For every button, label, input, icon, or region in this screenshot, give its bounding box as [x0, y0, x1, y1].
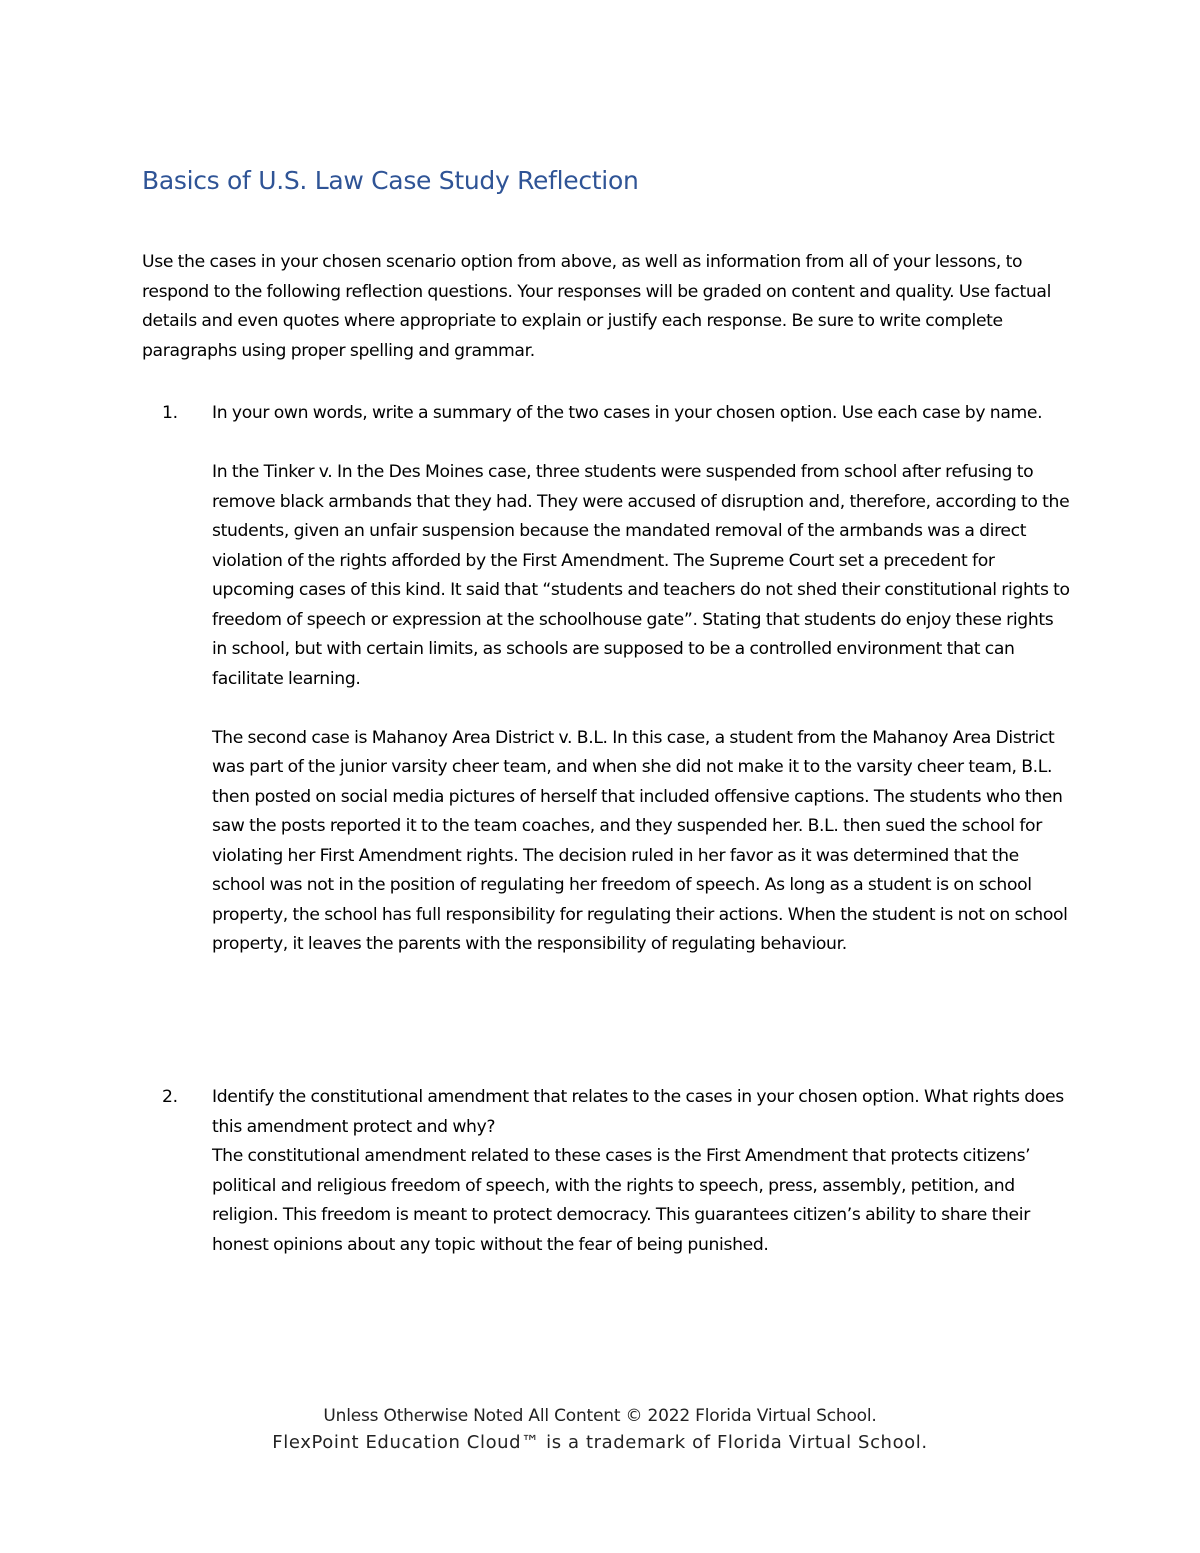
document-title: Basics of U.S. Law Case Study Reflection: [142, 166, 639, 195]
question-body: [212, 399, 1072, 960]
question-item-1: [142, 399, 1072, 960]
question-body: [212, 1083, 1072, 1260]
question-item-2: [142, 1083, 1072, 1260]
answer-paragraph: The second case is Mahanoy Area District v. B.L. In this case, a student from the Mahanoy Area District was part of the junior varsity cheer team, and when she did not make it to the varsity cheer team, B.L. then posted on social media pictures of herself that included offensive captions. The students who then saw the posts reported it to the team coaches, and they suspended her. B.L. then sued the school for violating her First Amendment rights. The decision ruled in her favor as it was determined that the school was not in the position of regulating her freedom of speech. As long as a student is on school property, the school has full responsibility for regulating their actions. When the student is not on school property, it leaves the parents with the responsibility of regulating behaviour.: [212, 727, 1068, 954]
intro-paragraph: Use the cases in your chosen scenario option from above, as well as information from all of your lessons, to respond to the following reflection questions. Your responses will be graded on content and quality. Use factual details and even quotes where appropriate to explain or justify each response. Be sure to write complete paragraphs using proper spelling and grammar.: [142, 252, 1052, 361]
question-prompt: Identify the constitutional amendment that relates to the cases in your chosen option. What rights does this amendment protect and why?: [212, 1087, 1064, 1137]
question-number: 2.: [162, 1087, 178, 1107]
footer-copyright: Unless Otherwise Noted All Content © 2022 Florida Virtual School.: [323, 1406, 877, 1426]
answer-paragraph: In the Tinker v. In the Des Moines case, three students were suspended from school after refusing to remove black armbands that they had. They were accused of disruption and, therefore, according to the students, given an unfair suspension because the mandated removal of the armbands was a direct violation of the rights afforded by the First Amendment. The Supreme Court set a precedent for upcoming cases of this kind. It said that “students and teachers do not shed their constitutional rights to freedom of speech or expression at the schoolhouse gate”. Stating that students do enjoy these rights in school, but with certain limits, as schools are supposed to be a controlled environment that can facilitate learning.: [212, 462, 1070, 689]
footer-trademark: FlexPoint Education Cloud™ is a trademark of Florida Virtual School.: [272, 1432, 928, 1453]
question-prompt: In your own words, write a summary of the two cases in your chosen option. Use each case by name.: [212, 403, 1043, 423]
answer-paragraph: The constitutional amendment related to these cases is the First Amendment that protects citizens’ political and religious freedom of speech, with the rights to speech, press, assembly, petition, and religion. This freedom is meant to protect democracy. This guarantees citizen’s ability to share their honest opinions about any topic without the fear of being punished.: [212, 1146, 1031, 1255]
question-number: 1.: [162, 403, 178, 423]
